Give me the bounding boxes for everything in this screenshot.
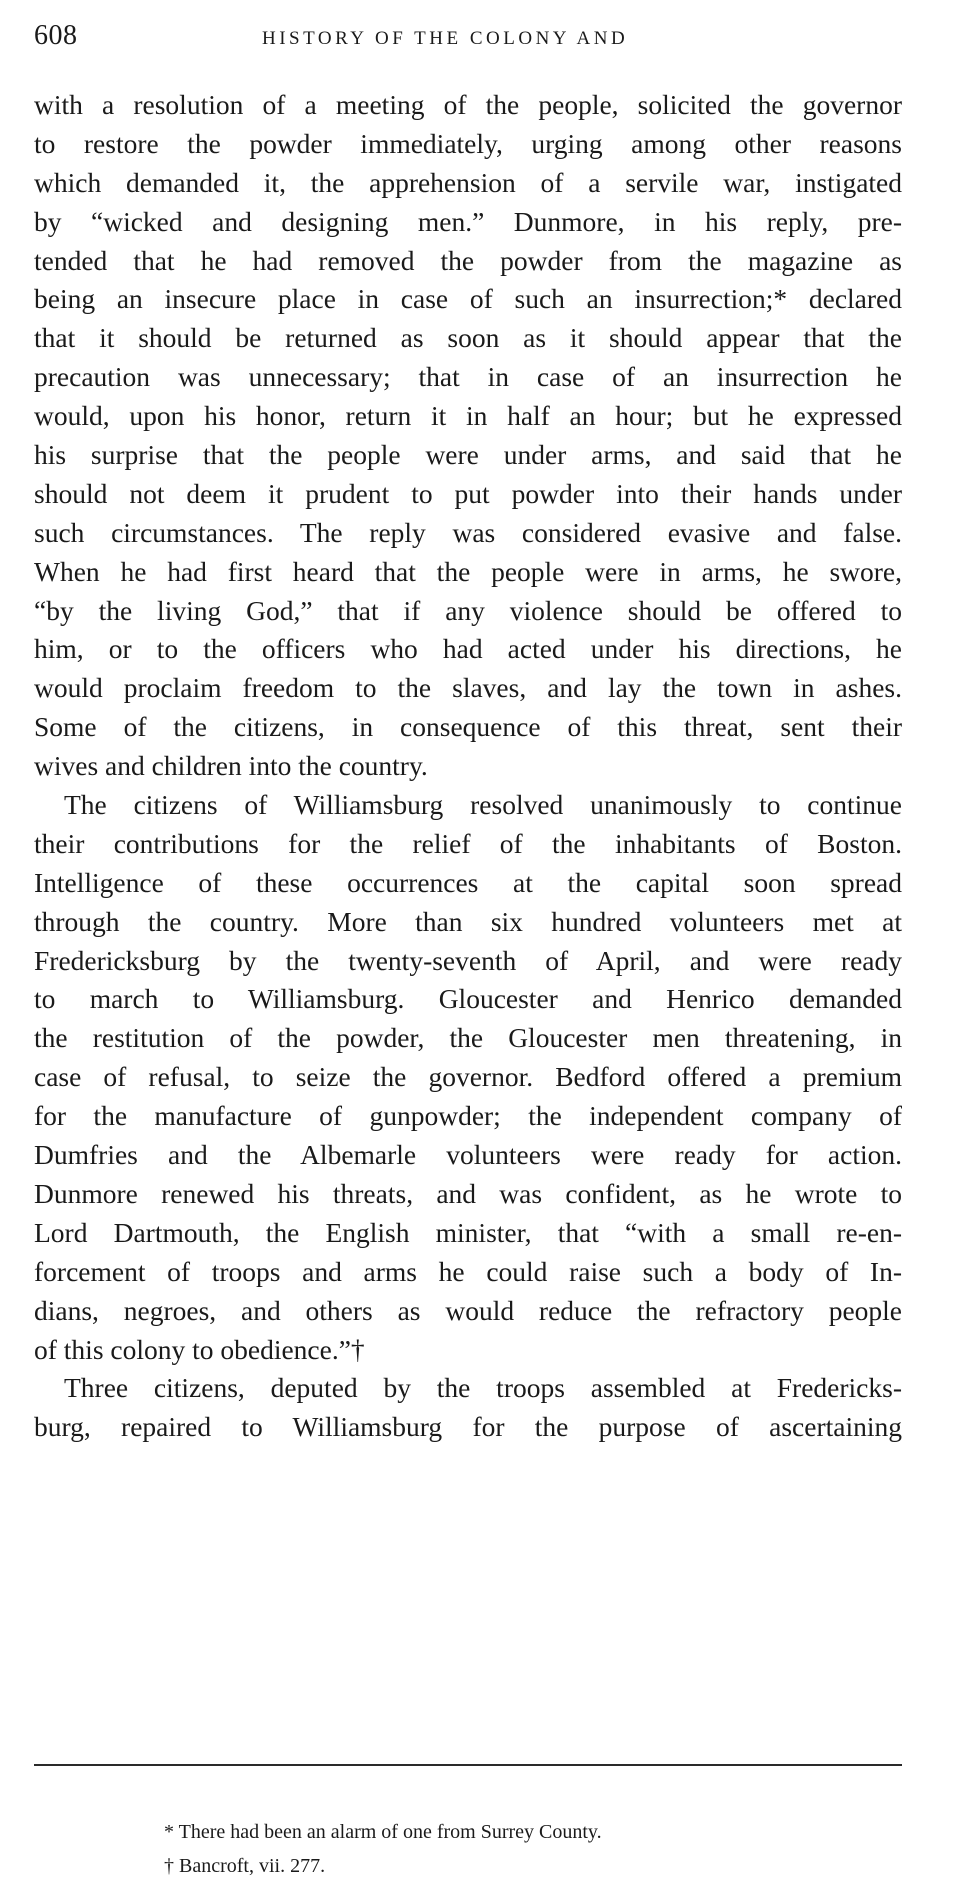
- text-line: burg, repaired to Williamsburg for the purpose of ascertaining: [34, 1411, 902, 1443]
- text-line: case of refusal, to seize the governor. Bedford offered a premium: [34, 1061, 902, 1093]
- paragraph-last-line: wives and children into the country.: [34, 750, 428, 782]
- text-line: should not deem it prudent to put powder into their hands under: [34, 477, 902, 509]
- text-line: through the country. More than six hundred volunteers met at: [34, 905, 902, 937]
- paragraph-first-line: Three citizens, deputed by the troops assembled at Fredericks-: [64, 1372, 902, 1404]
- paragraph-first-line: The citizens of Williamsburg resolved unanimously to continue: [64, 789, 902, 821]
- running-title: HISTORY OF THE COLONY AND: [262, 28, 629, 49]
- text-line: “by the living God,” that if any violence should be offered to: [34, 594, 902, 626]
- text-line: his surprise that the people were under arms, and said that he: [34, 439, 902, 471]
- book-page: [34, 0, 902, 1877]
- text-line: forcement of troops and arms he could raise such a body of In-: [34, 1255, 902, 1287]
- text-line: Lord Dartmouth, the English minister, that “with a small re-en-: [34, 1216, 902, 1248]
- footnote-item: * There had been an alarm of one from Surrey County.: [164, 1821, 602, 1843]
- text-line: by “wicked and designing men.” Dunmore, in his reply, pre-: [34, 205, 902, 237]
- text-line: Dumfries and the Albemarle volunteers were ready for action.: [34, 1139, 902, 1171]
- text-line: precaution was unnecessary; that in case of an insurrection he: [34, 361, 902, 393]
- text-line: him, or to the officers who had acted under his directions, he: [34, 633, 902, 665]
- text-line: which demanded it, the apprehension of a servile war, instigated: [34, 166, 902, 198]
- text-line: Dunmore renewed his threats, and was confident, as he wrote to: [34, 1177, 902, 1209]
- text-line: being an insecure place in case of such an insurrection;* declared: [34, 283, 902, 315]
- text-line: would proclaim freedom to the slaves, and lay the town in ashes.: [34, 672, 902, 704]
- text-line: that it should be returned as soon as it should appear that the: [34, 322, 902, 354]
- footnote-item: † Bancroft, vii. 277.: [164, 1855, 326, 1877]
- page-number: 608: [34, 20, 78, 51]
- text-line: to march to Williamsburg. Gloucester and Henrico demanded: [34, 983, 902, 1015]
- text-line: tended that he had removed the powder from the magazine as: [34, 244, 902, 276]
- paragraph-last-line: of this colony to obedience.”†: [34, 1333, 365, 1365]
- text-line: for the manufacture of gunpowder; the independent company of: [34, 1100, 902, 1132]
- text-line: Fredericksburg by the twenty-seventh of April, and were ready: [34, 944, 902, 976]
- footnotes: [164, 1815, 864, 1883]
- text-line: Some of the citizens, in consequence of this threat, sent their: [34, 711, 902, 743]
- running-head: [34, 20, 902, 56]
- text-line: to restore the powder immediately, urging among other reasons: [34, 127, 902, 159]
- footnote-rule: [34, 1764, 902, 1766]
- text-line: Intelligence of these occurrences at the capital soon spread: [34, 866, 902, 898]
- text-line: such circumstances. The reply was considered evasive and false.: [34, 516, 902, 548]
- text-line: When he had first heard that the people were in arms, he swore,: [34, 555, 902, 587]
- body-text: [34, 86, 902, 1447]
- text-line: dians, negroes, and others as would reduce the refractory people: [34, 1294, 902, 1326]
- text-line: the restitution of the powder, the Gloucester men threatening, in: [34, 1022, 902, 1054]
- text-line: their contributions for the relief of the inhabitants of Boston.: [34, 827, 902, 859]
- text-line: would, upon his honor, return it in half an hour; but he expressed: [34, 400, 902, 432]
- text-line: with a resolution of a meeting of the people, solicited the governor: [34, 89, 902, 120]
